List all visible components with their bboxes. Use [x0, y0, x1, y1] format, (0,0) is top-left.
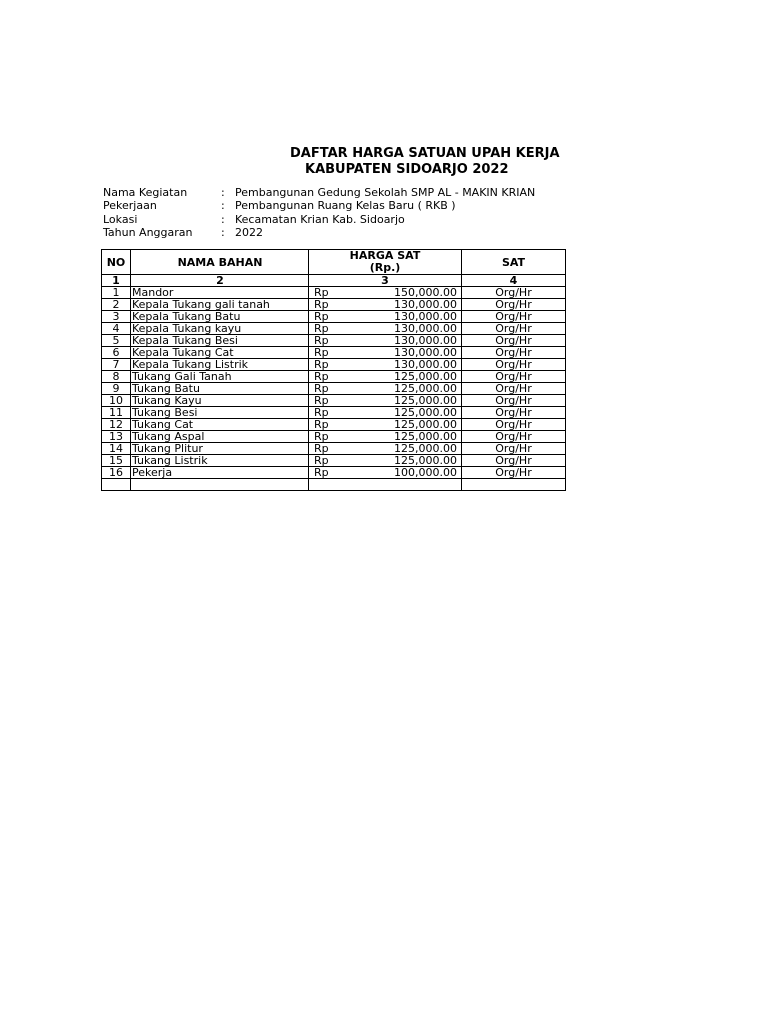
meta-label: Lokasi: [103, 212, 138, 226]
row-currency: Rp: [314, 394, 329, 407]
row-name: Kepala Tukang Besi: [131, 335, 309, 347]
blank-cell: [309, 479, 462, 491]
row-unit: Org/Hr: [462, 371, 566, 383]
header-price-line1: HARGA SAT: [349, 249, 421, 262]
row-name: Kepala Tukang Batu: [131, 311, 309, 323]
row-price-cell: [309, 359, 462, 371]
row-name: Tukang Aspal: [131, 431, 309, 443]
row-price-cell: [309, 455, 462, 467]
table-row: [102, 431, 566, 443]
table-row: [102, 335, 566, 347]
row-unit: Org/Hr: [462, 359, 566, 371]
row-price: 125,000.00: [394, 442, 457, 455]
row-unit: Org/Hr: [462, 443, 566, 455]
row-no: 11: [102, 407, 131, 419]
table-blank-row: [102, 479, 566, 491]
row-no: 4: [102, 323, 131, 335]
row-name: Kepala Tukang Listrik: [131, 359, 309, 371]
row-currency: Rp: [314, 286, 329, 299]
row-name: Tukang Cat: [131, 419, 309, 431]
row-no: 2: [102, 299, 131, 311]
header-no: NO: [102, 250, 131, 275]
row-currency: Rp: [314, 454, 329, 467]
meta-value: Pembangunan Ruang Kelas Baru ( RKB ): [235, 199, 456, 213]
wage-price-table: [101, 249, 566, 491]
blank-cell: [462, 479, 566, 491]
row-price: 125,000.00: [394, 454, 457, 467]
row-currency: Rp: [314, 466, 329, 479]
row-currency: Rp: [314, 298, 329, 311]
meta-label: Nama Kegiatan: [103, 186, 188, 199]
row-unit: Org/Hr: [462, 431, 566, 443]
table-row: [102, 323, 566, 335]
row-name: Tukang Besi: [131, 407, 309, 419]
row-unit: Org/Hr: [462, 467, 566, 479]
row-price-cell: [309, 407, 462, 419]
row-price: 130,000.00: [394, 322, 457, 335]
document-title: DAFTAR HARGA SATUAN UPAH KERJA: [290, 146, 560, 161]
row-price: 150,000.00: [394, 286, 457, 299]
row-price-cell: [309, 287, 462, 299]
meta-value: Pembangunan Gedung Sekolah SMP AL - MAKIN KRIAN: [235, 186, 536, 199]
blank-cell: [102, 479, 131, 491]
row-name: Tukang Gali Tanah: [131, 371, 309, 383]
document-subtitle: KABUPATEN SIDOARJO 2022: [305, 162, 509, 177]
meta-row-budget-year: [103, 226, 535, 239]
row-price: 130,000.00: [394, 310, 457, 323]
column-index-row: [102, 275, 566, 287]
row-price: 130,000.00: [394, 346, 457, 359]
row-unit: Org/Hr: [462, 407, 566, 419]
column-index: 2: [131, 275, 309, 287]
row-no: 15: [102, 455, 131, 467]
meta-row-work: [103, 199, 535, 212]
header-price: [309, 250, 462, 275]
row-price: 130,000.00: [394, 298, 457, 311]
row-price: 100,000.00: [394, 466, 457, 479]
table-row: [102, 407, 566, 419]
row-no: 13: [102, 431, 131, 443]
row-no: 1: [102, 287, 131, 299]
row-currency: Rp: [314, 406, 329, 419]
row-price-cell: [309, 383, 462, 395]
row-name: Tukang Kayu: [131, 395, 309, 407]
header-name: NAMA BAHAN: [131, 250, 309, 275]
row-no: 9: [102, 383, 131, 395]
column-index: 1: [102, 275, 131, 287]
table-row: [102, 359, 566, 371]
table-row: [102, 311, 566, 323]
row-unit: Org/Hr: [462, 287, 566, 299]
row-unit: Org/Hr: [462, 299, 566, 311]
row-no: 7: [102, 359, 131, 371]
row-price-cell: [309, 431, 462, 443]
table-row: [102, 371, 566, 383]
row-currency: Rp: [314, 442, 329, 455]
table-header-row: [102, 250, 566, 275]
table-row: [102, 383, 566, 395]
blank-cell: [131, 479, 309, 491]
row-unit: Org/Hr: [462, 383, 566, 395]
row-price-cell: [309, 347, 462, 359]
row-price-cell: [309, 311, 462, 323]
row-name: Mandor: [131, 287, 309, 299]
row-price-cell: [309, 395, 462, 407]
row-price: 125,000.00: [394, 394, 457, 407]
meta-colon: :: [221, 199, 225, 213]
row-no: 10: [102, 395, 131, 407]
meta-row-location: [103, 213, 535, 226]
row-no: 14: [102, 443, 131, 455]
row-price-cell: [309, 323, 462, 335]
row-price: 125,000.00: [394, 370, 457, 383]
row-name: Kepala Tukang kayu: [131, 323, 309, 335]
row-currency: Rp: [314, 310, 329, 323]
table-row: [102, 299, 566, 311]
table-row: [102, 419, 566, 431]
row-name: Tukang Batu: [131, 383, 309, 395]
header-sat: SAT: [462, 250, 566, 275]
table-row: [102, 467, 566, 479]
row-price-cell: [309, 467, 462, 479]
row-price-cell: [309, 371, 462, 383]
row-currency: Rp: [314, 322, 329, 335]
row-price: 125,000.00: [394, 406, 457, 419]
row-currency: Rp: [314, 334, 329, 347]
row-name: Pekerja: [131, 467, 309, 479]
row-price: 125,000.00: [394, 382, 457, 395]
row-unit: Org/Hr: [462, 395, 566, 407]
row-currency: Rp: [314, 418, 329, 431]
row-name: Tukang Plitur: [131, 443, 309, 455]
row-no: 16: [102, 467, 131, 479]
row-price: 125,000.00: [394, 430, 457, 443]
row-unit: Org/Hr: [462, 323, 566, 335]
meta-value: Kecamatan Krian Kab. Sidoarjo: [235, 212, 405, 226]
meta-label: Tahun Anggaran: [103, 225, 193, 239]
row-unit: Org/Hr: [462, 311, 566, 323]
row-price: 130,000.00: [394, 334, 457, 347]
row-no: 5: [102, 335, 131, 347]
row-unit: Org/Hr: [462, 335, 566, 347]
project-info: [103, 186, 535, 239]
row-no: 6: [102, 347, 131, 359]
row-unit: Org/Hr: [462, 347, 566, 359]
row-name: Kepala Tukang gali tanah: [131, 299, 309, 311]
row-unit: Org/Hr: [462, 419, 566, 431]
table-row: [102, 455, 566, 467]
meta-colon: :: [221, 225, 225, 239]
row-name: Kepala Tukang Cat: [131, 347, 309, 359]
header-price-line2: (Rp.): [369, 261, 401, 274]
row-price-cell: [309, 443, 462, 455]
row-no: 3: [102, 311, 131, 323]
table-row: [102, 395, 566, 407]
row-price-cell: [309, 419, 462, 431]
row-unit: Org/Hr: [462, 455, 566, 467]
row-price-cell: [309, 299, 462, 311]
table-row: [102, 287, 566, 299]
row-currency: Rp: [314, 370, 329, 383]
column-index: 4: [462, 275, 566, 287]
row-currency: Rp: [314, 430, 329, 443]
meta-label: Pekerjaan: [103, 199, 157, 213]
table-row: [102, 443, 566, 455]
row-no: 12: [102, 419, 131, 431]
table-row: [102, 347, 566, 359]
meta-colon: :: [221, 212, 225, 226]
row-currency: Rp: [314, 382, 329, 395]
row-price: 125,000.00: [394, 418, 457, 431]
meta-row-activity: [103, 186, 535, 199]
table-body: [102, 287, 566, 479]
column-index: 3: [309, 275, 462, 287]
row-price: 130,000.00: [394, 358, 457, 371]
row-no: 8: [102, 371, 131, 383]
row-name: Tukang Listrik: [131, 455, 309, 467]
row-price-cell: [309, 335, 462, 347]
row-currency: Rp: [314, 346, 329, 359]
meta-colon: :: [221, 186, 225, 199]
meta-value: 2022: [235, 225, 263, 239]
row-currency: Rp: [314, 358, 329, 371]
